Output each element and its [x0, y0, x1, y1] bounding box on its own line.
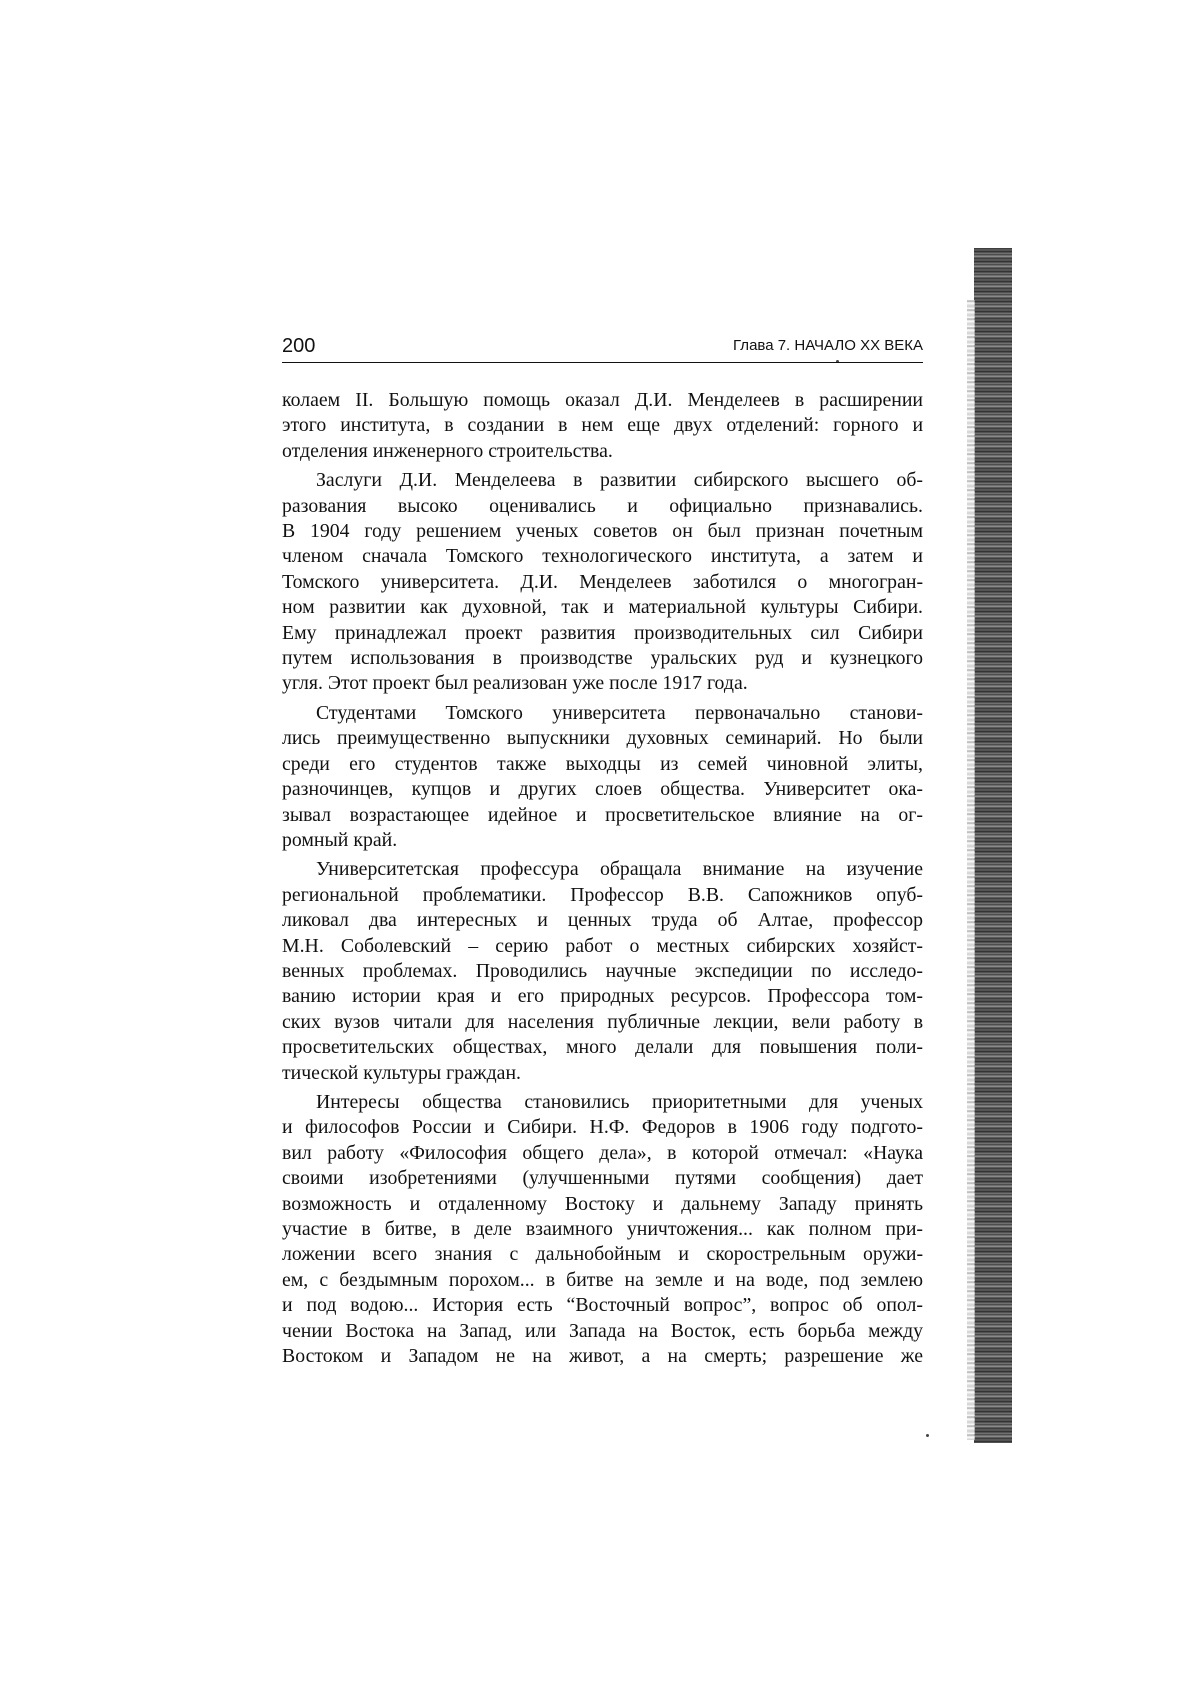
text-line: этого института, в создании в нем еще двух отделений: горного и — [282, 414, 924, 437]
text-line: просветительских обществах, много делали для повышения поли- — [282, 1036, 924, 1059]
text-line: разования высоко оценивались и официально признавались. — [282, 494, 923, 517]
scan-speck — [926, 1434, 929, 1437]
text-line: ном развитии как духовной, так и материальной культуры Сибири. — [282, 596, 924, 619]
text-line: М.Н. Соболевский – серию работ о местных сибирских хозяйст- — [282, 934, 923, 957]
text-line: Томского университета. Д.И. Менделеев заботился о многогран- — [282, 570, 924, 593]
text-line: чении Востока на Запад, или Запада на Восток, есть борьба между — [282, 1319, 924, 1342]
text-line: участие в битве, в деле взаимного уничтожения... как полном при- — [282, 1218, 923, 1240]
text-line: Студентами Томского университета первоначально станови- — [316, 701, 924, 724]
text-line: Заслуги Д.И. Менделеева в развитии сибирского высшего об- — [316, 469, 923, 492]
text-line: и под водою... История есть “Восточный вопрос”, вопрос об опол- — [282, 1294, 924, 1317]
text-line: В 1904 году решением ученых советов он был признан почетным — [282, 520, 923, 543]
text-line: разночинцев, купцов и других слоев общества. Университет ока- — [282, 778, 924, 801]
running-header — [282, 334, 923, 363]
text-line: своими изобретениями (улучшенными путями сообщения) дает — [282, 1167, 923, 1190]
text-line: ем, с бездымным порохом... в битве на земле и на воде, под землею — [282, 1268, 924, 1291]
paragraph — [282, 388, 923, 464]
text-line: членом сначала Томского технологического института, а затем и — [282, 545, 924, 568]
text-line: возможность и отдаленному Востоку и дальнему Западу принять — [282, 1192, 923, 1215]
scan-edge-highlight — [967, 300, 975, 1440]
text-line: Ему принадлежал проект развития производительных сил Сибири — [282, 621, 923, 644]
text-line: Востоком и Западом не на живот, а на смерть; разрешение же — [282, 1345, 923, 1368]
scan-edge-shadow — [974, 248, 1012, 1443]
text-line: вил работу «Философия общего дела», в которой отмечал: «Наука — [282, 1141, 923, 1164]
text-line: Интересы общества становились приоритетными для ученых — [316, 1090, 924, 1113]
text-line: среди его студентов также выходцы из семей чиновной элиты, — [282, 752, 923, 775]
body-text — [282, 388, 923, 1369]
paragraph — [282, 468, 923, 697]
paragraph — [282, 1090, 923, 1369]
chapter-title: Глава 7. НАЧАЛО XX ВЕКА — [733, 337, 923, 354]
text-line: Университетская профессура обращала внимание на изучение — [316, 858, 923, 881]
text-line: отделения инженерного строительства. — [282, 439, 613, 462]
text-line: ских вузов читали для населения публичные лекции, вели работу в — [282, 1010, 924, 1033]
text-line: венных проблемах. Проводились научные экспедиции по исследо- — [282, 959, 924, 982]
text-line: ложении всего знания с дальнобойным и скорострельным оружи- — [282, 1243, 924, 1266]
paragraph — [282, 701, 923, 853]
text-line: региональной проблематики. Профессор В.В. Сапожников опуб- — [282, 883, 924, 906]
text-line: путем использования в производстве уральских руд и кузнецкого — [282, 647, 923, 670]
text-line: угля. Этот проект был реализован уже после 1917 года. — [282, 672, 748, 695]
text-line: зывал возрастающее идейное и просветительское влияние на ог- — [282, 803, 923, 826]
text-line: лись преимущественно выпускники духовных семинарий. Но были — [282, 727, 924, 750]
paragraph — [282, 857, 923, 1086]
text-line: ванию истории края и его природных ресурсов. Профессора том- — [282, 985, 924, 1008]
text-line: тической культуры граждан. — [282, 1061, 521, 1084]
page-number: 200 — [282, 335, 316, 357]
text-line: ликовал два интересных и ценных труда об Алтае, профессор — [282, 909, 923, 932]
text-line: ромный край. — [282, 828, 398, 851]
text-line: колаем II. Большую помощь оказал Д.И. Менделеев в расширении — [282, 389, 924, 411]
text-line: и философов России и Сибири. Н.Ф. Федоров в 1906 году подгото- — [282, 1116, 923, 1139]
